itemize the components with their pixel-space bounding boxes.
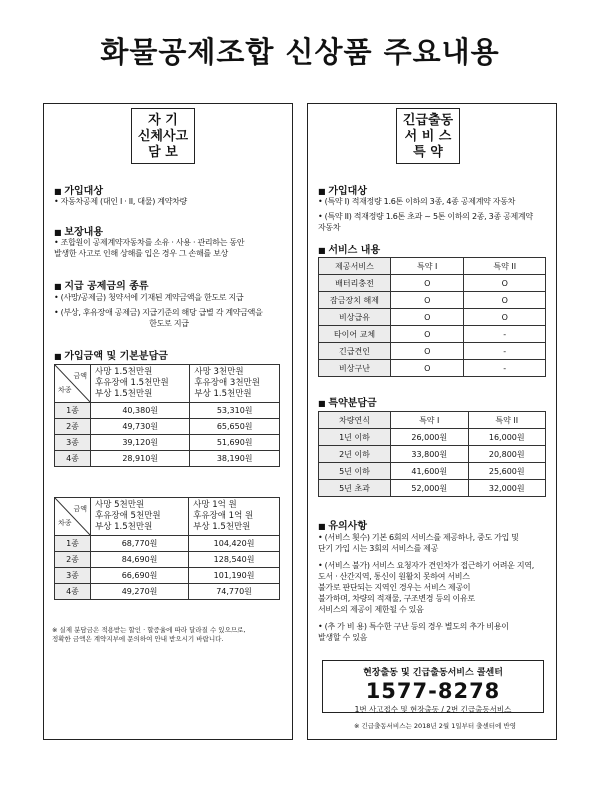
premium-a: 40,380원: [91, 403, 190, 419]
vehicle-type: 1종: [55, 536, 91, 552]
text-line: • (서비스 불가) 서비스 요청자가 견인차가 접근하기 어려운 지역,: [318, 561, 534, 570]
section-title: ■ 가입금액 및 기본분담금: [54, 347, 168, 362]
table-row: [55, 536, 280, 552]
section-title: ■ 유의사항: [318, 517, 367, 532]
call-center-menu: 1번 사고접수 및 현장출동 / 2번 긴급출동서비스: [354, 705, 512, 714]
column-header: 특약 I: [391, 258, 464, 275]
note-line: 정확한 금액은 계약지부에 문의하여 안내 받으시기 바랍니다.: [52, 635, 224, 643]
plan-2-fee: 32,000원: [468, 480, 546, 497]
plan-1-cell: O: [391, 292, 464, 309]
plan-1-cell: O: [391, 360, 464, 377]
column-header: 특약 I: [391, 412, 469, 429]
disclaimer-note: [52, 626, 288, 644]
header-line: 자 기: [148, 113, 178, 128]
text-line: 단기 가입 시는 3회의 서비스를 제공: [318, 544, 438, 553]
vehicle-age: 5년 초과: [319, 480, 391, 497]
corner-type: 차종: [58, 386, 72, 394]
self-injury-header: [131, 108, 195, 164]
plan-1-fee: 33,800원: [391, 446, 469, 463]
table-row: [55, 403, 280, 419]
premium-b: 104,420원: [189, 536, 280, 552]
premium-a: 66,690원: [91, 568, 189, 584]
premium-b: 128,540원: [189, 552, 280, 568]
table-row: [55, 568, 280, 584]
text-line: 불가로 판단되는 지역인 경우는 서비스 제공이: [318, 583, 471, 592]
plan-line: 사망 1.5천만원: [95, 367, 153, 377]
column-header: 특약 II: [468, 412, 546, 429]
text-line: • (사망/공제금) 청약서에 기재된 계약금액을 한도로 지급: [54, 293, 244, 302]
section-title: ■ 가입대상: [318, 182, 367, 197]
table-row: [55, 435, 280, 451]
column-header: 특약 II: [464, 258, 546, 275]
vehicle-type: 2종: [55, 552, 91, 568]
text-line: 발생한 사고로 인해 상해를 입은 경우 그 손해를 보상: [54, 249, 228, 258]
plan-1-cell: O: [391, 309, 464, 326]
text-line: 한도로 지급: [149, 319, 189, 328]
column-header: 제공서비스: [319, 258, 391, 275]
vehicle-type: 2종: [55, 419, 91, 435]
vehicle-age: 5년 이하: [319, 463, 391, 480]
table-header-row: [319, 258, 546, 275]
premium-b: 74,770원: [189, 584, 280, 600]
text-line: • (서비스 횟수) 기본 6회의 서비스를 제공하나, 중도 가입 및: [318, 533, 519, 542]
table-row: [319, 360, 546, 377]
table-row: [319, 275, 546, 292]
service-name: 잠금장치 해제: [319, 292, 391, 309]
header-line: 특 약: [413, 145, 443, 160]
section-title: ■ 서비스 내용: [318, 241, 380, 256]
premium-table-2: [54, 497, 280, 600]
premium-a: 49,730원: [91, 419, 190, 435]
text-line: 발생할 수 있음: [318, 633, 368, 642]
table-row: [319, 446, 546, 463]
premium-b: 65,650원: [190, 419, 280, 435]
premium-a: 28,910원: [91, 451, 190, 467]
plan-line: 후유장애 1.5천만원: [95, 378, 169, 388]
self-injury-panel: [43, 103, 293, 740]
premium-b: 38,190원: [190, 451, 280, 467]
table-row: [319, 480, 546, 497]
service-name: 비상급유: [319, 309, 391, 326]
plan-2-fee: 16,000원: [468, 429, 546, 446]
corner-cell: [55, 498, 91, 536]
text-line: • (부상, 후유장애 공제금) 지급기준의 해당 급별 각 계약금액을: [54, 308, 263, 317]
premium-a: 68,770원: [91, 536, 189, 552]
text-line: • 조합원이 공제계약자동차를 소유 · 사용 · 관리하는 동안: [54, 238, 245, 247]
vehicle-type: 1종: [55, 403, 91, 419]
premium-table-1: [54, 364, 280, 467]
section-title: ■ 가입대상: [54, 182, 103, 197]
header-line: 긴급출동: [402, 113, 454, 128]
table-row: [55, 419, 280, 435]
text-line: 도서 · 산간지역, 통신이 원활치 못하여 서비스: [318, 572, 470, 581]
plan-line: 사망 5천만원: [95, 500, 145, 510]
plan-line: 부상 1.5천만원: [194, 389, 252, 399]
vehicle-type: 4종: [55, 584, 91, 600]
corner-amount: 금액: [73, 372, 87, 380]
corner-amount: 금액: [73, 505, 87, 513]
section-title: ■ 지급 공제금의 종류: [54, 277, 149, 292]
plan-1-cell: O: [391, 275, 464, 292]
text-line: • 자동차공제 (대인 I · II, 대물) 계약차량: [54, 197, 187, 206]
corner-type: 차종: [58, 519, 72, 527]
service-name: 배터리충전: [319, 275, 391, 292]
service-name: 타이어 교체: [319, 326, 391, 343]
table-row: [319, 326, 546, 343]
vehicle-type: 3종: [55, 568, 91, 584]
header-line: 담 보: [148, 145, 178, 160]
vehicle-age: 2년 이하: [319, 446, 391, 463]
plan-2-fee: 25,600원: [468, 463, 546, 480]
table-header-row: [319, 412, 546, 429]
premium-a: 49,270원: [91, 584, 189, 600]
table-row: [55, 552, 280, 568]
text-line: 서비스의 제공이 제한될 수 있음: [318, 605, 424, 614]
emergency-service-panel: [307, 103, 557, 740]
corner-cell: [55, 365, 91, 403]
service-table: [318, 257, 546, 377]
plan-line: 사망 1억 원: [193, 500, 237, 510]
plan-b-cell: [189, 498, 280, 536]
plan-line: 부상 1.5천만원: [95, 522, 153, 532]
table-row: [55, 451, 280, 467]
section-title: ■ 보장내용: [54, 223, 103, 238]
plan-1-cell: O: [391, 326, 464, 343]
table-row: [319, 309, 546, 326]
table-row: [319, 429, 546, 446]
plan-line: 사망 3천만원: [194, 367, 244, 377]
premium-b: 51,690원: [190, 435, 280, 451]
service-name: 비상구난: [319, 360, 391, 377]
plan-line: 후유장애 3천만원: [194, 378, 260, 388]
text-line: 자동차: [318, 223, 341, 232]
plan-2-cell: -: [464, 326, 546, 343]
vehicle-type: 3종: [55, 435, 91, 451]
text-line: • (특약 II) 적재정량 1.6톤 초과 ~ 5톤 이하의 2종, 3종 공제계약: [318, 212, 533, 221]
plan-a-cell: [91, 498, 189, 536]
plan-1-fee: 41,600원: [391, 463, 469, 480]
vehicle-type: 4종: [55, 451, 91, 467]
text-line: • (특약 I) 적재정량 1.6톤 이하의 3종, 4종 공제계약 자동차: [318, 197, 516, 206]
vehicle-age: 1년 이하: [319, 429, 391, 446]
premium-a: 84,690원: [91, 552, 189, 568]
plan-line: 후유장애 1억 원: [193, 511, 254, 521]
table-row: [319, 463, 546, 480]
plan-b-cell: [190, 365, 280, 403]
call-center-title: 현장출동 및 긴급출동서비스 콜센터: [363, 668, 503, 678]
plan-2-cell: O: [464, 309, 546, 326]
column-header: 차량연식: [319, 412, 391, 429]
plan-2-cell: -: [464, 360, 546, 377]
text-line: • (추 가 비 용) 특수한 구난 등의 경우 별도의 추가 비용이: [318, 622, 509, 631]
header-line: 신체사고: [137, 129, 189, 144]
table-row: [319, 292, 546, 309]
plan-2-cell: O: [464, 292, 546, 309]
footer-note: ※ 긴급출동서비스는 2018년 2월 1일부터 출센터에 반영: [354, 722, 516, 730]
plan-1-cell: O: [391, 343, 464, 360]
text-line: 불가하며, 차량의 적재물, 구조변경 등의 이유로: [318, 594, 475, 603]
call-center-box: [322, 660, 544, 713]
plan-2-cell: -: [464, 343, 546, 360]
page-title: 화물공제조합 신상품 주요내용: [100, 35, 500, 69]
table-row: [55, 584, 280, 600]
table-row: [319, 343, 546, 360]
premium-b: 53,310원: [190, 403, 280, 419]
premium-a: 39,120원: [91, 435, 190, 451]
header-line: 서 비 스: [404, 129, 452, 144]
plan-line: 부상 1.5천만원: [95, 389, 153, 399]
fee-table: [318, 411, 546, 497]
emergency-service-header: [396, 108, 460, 164]
premium-b: 101,190원: [189, 568, 280, 584]
plan-line: 후유장애 5천만원: [95, 511, 161, 521]
plan-a-cell: [91, 365, 190, 403]
service-name: 긴급견인: [319, 343, 391, 360]
note-line: ※ 실제 분담금은 적용받는 할인 · 할증율에 따라 달라질 수 있으므로,: [52, 626, 246, 634]
section-title: ■ 특약분담금: [318, 394, 377, 409]
plan-1-fee: 26,000원: [391, 429, 469, 446]
call-center-number[interactable]: 1577-8278: [365, 679, 501, 703]
plan-line: 부상 1.5천만원: [193, 522, 251, 532]
plan-2-cell: O: [464, 275, 546, 292]
plan-1-fee: 52,000원: [391, 480, 469, 497]
plan-2-fee: 20,800원: [468, 446, 546, 463]
